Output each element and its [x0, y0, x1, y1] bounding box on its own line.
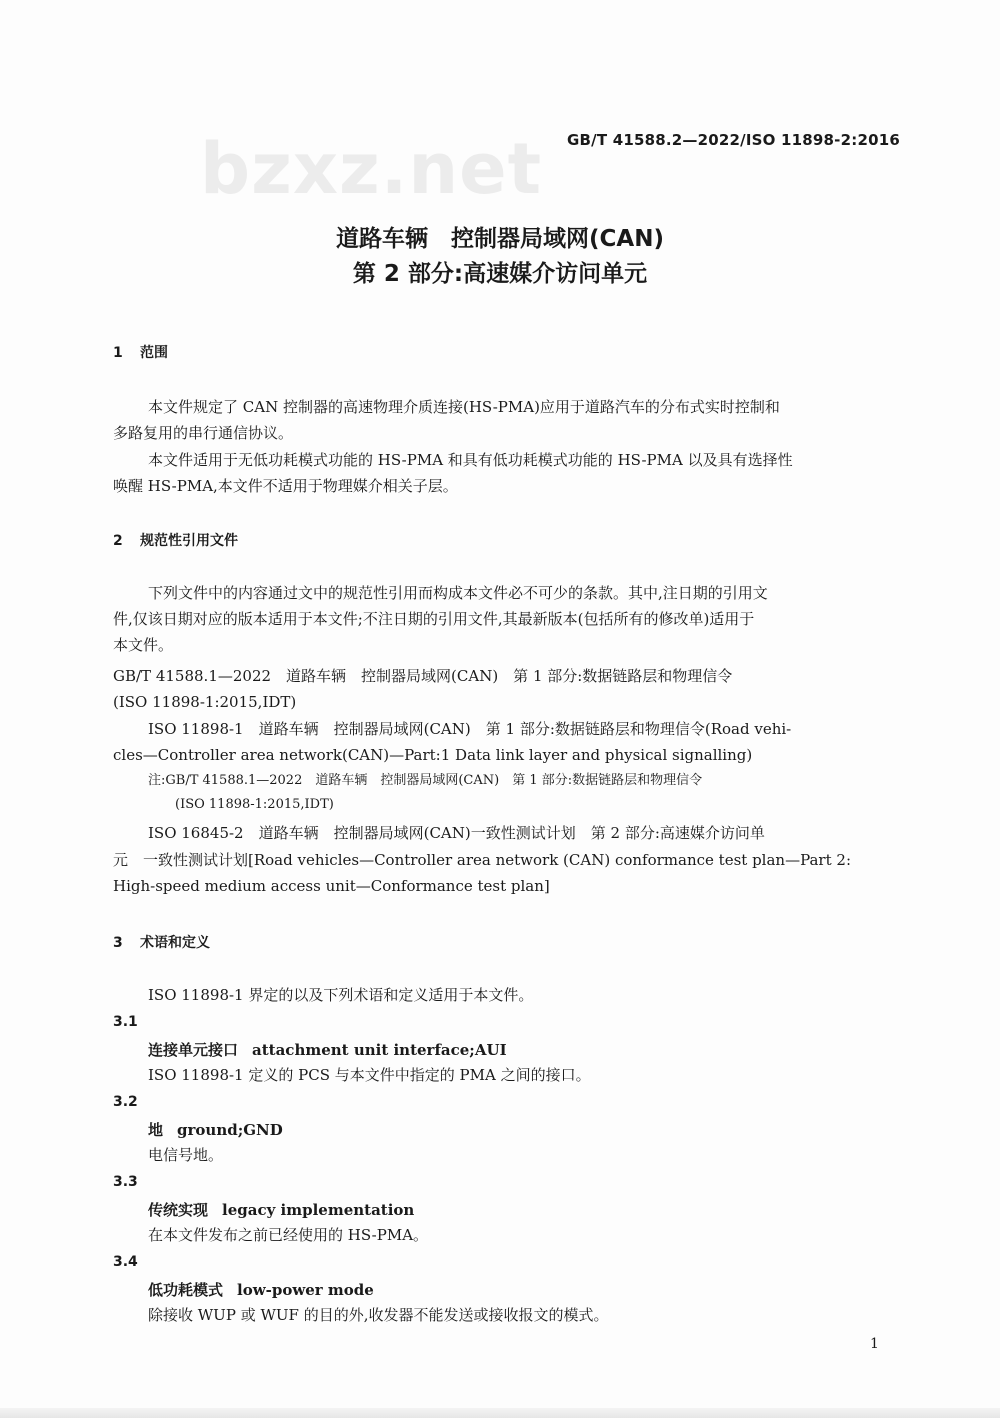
- term-zh: 低功耗模式: [148, 1281, 224, 1299]
- paragraph-line: 本文件适用于无低功耗模式功能的 HS-PMA 和具有低功耗模式功能的 HS-PMA 以及具有选择性: [148, 451, 793, 469]
- section-heading-scope: [113, 342, 168, 362]
- note-line-cont: (ISO 11898-1:2015,IDT): [175, 797, 334, 812]
- document-title-line1: 道路车辆 控制器局域网(CAN): [336, 226, 664, 252]
- reference-entry-cont: cles—Controller area network(CAN)—Part:1 Data link layer and physical signalling): [113, 746, 753, 764]
- section-title: 范围: [140, 345, 168, 361]
- reference-entry-cont: 元 一致性测试计划[Road vehicles—Controller area network (CAN) conformance test plan—Part 2:: [113, 851, 851, 869]
- term-number: 3.1: [113, 1014, 138, 1030]
- section-heading-terms: [113, 932, 210, 952]
- terms-intro: ISO 11898-1 界定的以及下列术语和定义适用于本文件。: [148, 986, 534, 1004]
- term-number: 3.4: [113, 1254, 138, 1270]
- paragraph-line: 下列文件中的内容通过文中的规范性引用而构成本文件必不可少的条款。其中,注日期的引用文: [148, 584, 768, 602]
- document-title-line2: 第 2 部分:高速媒介访问单元: [352, 261, 648, 287]
- reference-entry-cont: (ISO 11898-1:2015,IDT): [113, 693, 297, 711]
- term-en: low-power mode: [237, 1281, 374, 1299]
- paragraph-line: 唤醒 HS-PMA,本文件不适用于物理媒介相关子层。: [113, 477, 458, 495]
- term-number: 3.2: [113, 1094, 138, 1110]
- term-zh: 传统实现: [148, 1201, 209, 1219]
- page-number: 1: [870, 1336, 879, 1352]
- term-zh: 连接单元接口: [148, 1041, 239, 1059]
- reference-entry: ISO 11898-1 道路车辆 控制器局域网(CAN) 第 1 部分:数据链路层和物理信令(Road vehi-: [148, 720, 792, 738]
- term-en: legacy implementation: [222, 1201, 415, 1219]
- term-definition: 在本文件发布之前已经使用的 HS-PMA。: [148, 1226, 429, 1244]
- term-zh: 地: [148, 1121, 164, 1139]
- term-heading: [148, 1279, 374, 1300]
- reference-entry: ISO 16845-2 道路车辆 控制器局域网(CAN)一致性测试计划 第 2 部分:高速媒介访问单: [148, 824, 765, 842]
- paragraph-line: 多路复用的串行通信协议。: [113, 424, 294, 442]
- term-definition: 除接收 WUP 或 WUF 的目的外,收发器不能发送或接收报文的模式。: [148, 1306, 609, 1324]
- section-heading-normative-references: [113, 530, 238, 550]
- section-number: 3: [113, 935, 123, 951]
- standard-number: GB/T 41588.2—2022/ISO 11898-2:2016: [567, 131, 900, 149]
- term-en: attachment unit interface;AUI: [252, 1041, 507, 1059]
- reference-entry-cont: High-speed medium access unit—Conformance test plan]: [113, 877, 550, 895]
- page-edge: [0, 1408, 1000, 1418]
- section-title: 术语和定义: [140, 935, 210, 951]
- term-definition: 电信号地。: [148, 1146, 224, 1164]
- paragraph-line: 件,仅该日期对应的版本适用于本文件;不注日期的引用文件,其最新版本(包括所有的修改单)适用于: [113, 610, 755, 628]
- section-number: 2: [113, 533, 123, 549]
- term-definition: ISO 11898-1 定义的 PCS 与本文件中指定的 PMA 之间的接口。: [148, 1066, 591, 1084]
- paragraph-line: 本文件规定了 CAN 控制器的高速物理介质连接(HS-PMA)应用于道路汽车的分布式实时控制和: [148, 398, 780, 416]
- term-en: ground;GND: [177, 1121, 283, 1139]
- reference-entry: GB/T 41588.1—2022 道路车辆 控制器局域网(CAN) 第 1 部分:数据链路层和物理信令: [113, 667, 733, 685]
- paragraph-line: 本文件。: [113, 636, 174, 654]
- term-heading: [148, 1119, 283, 1140]
- watermark: bzxz.net: [200, 128, 543, 210]
- term-number: 3.3: [113, 1174, 138, 1190]
- term-heading: [148, 1039, 507, 1060]
- section-number: 1: [113, 345, 123, 361]
- section-title: 规范性引用文件: [140, 533, 238, 549]
- note-line: 注:GB/T 41588.1—2022 道路车辆 控制器局域网(CAN) 第 1 部分:数据链路层和物理信令: [148, 773, 703, 788]
- term-heading: [148, 1199, 414, 1220]
